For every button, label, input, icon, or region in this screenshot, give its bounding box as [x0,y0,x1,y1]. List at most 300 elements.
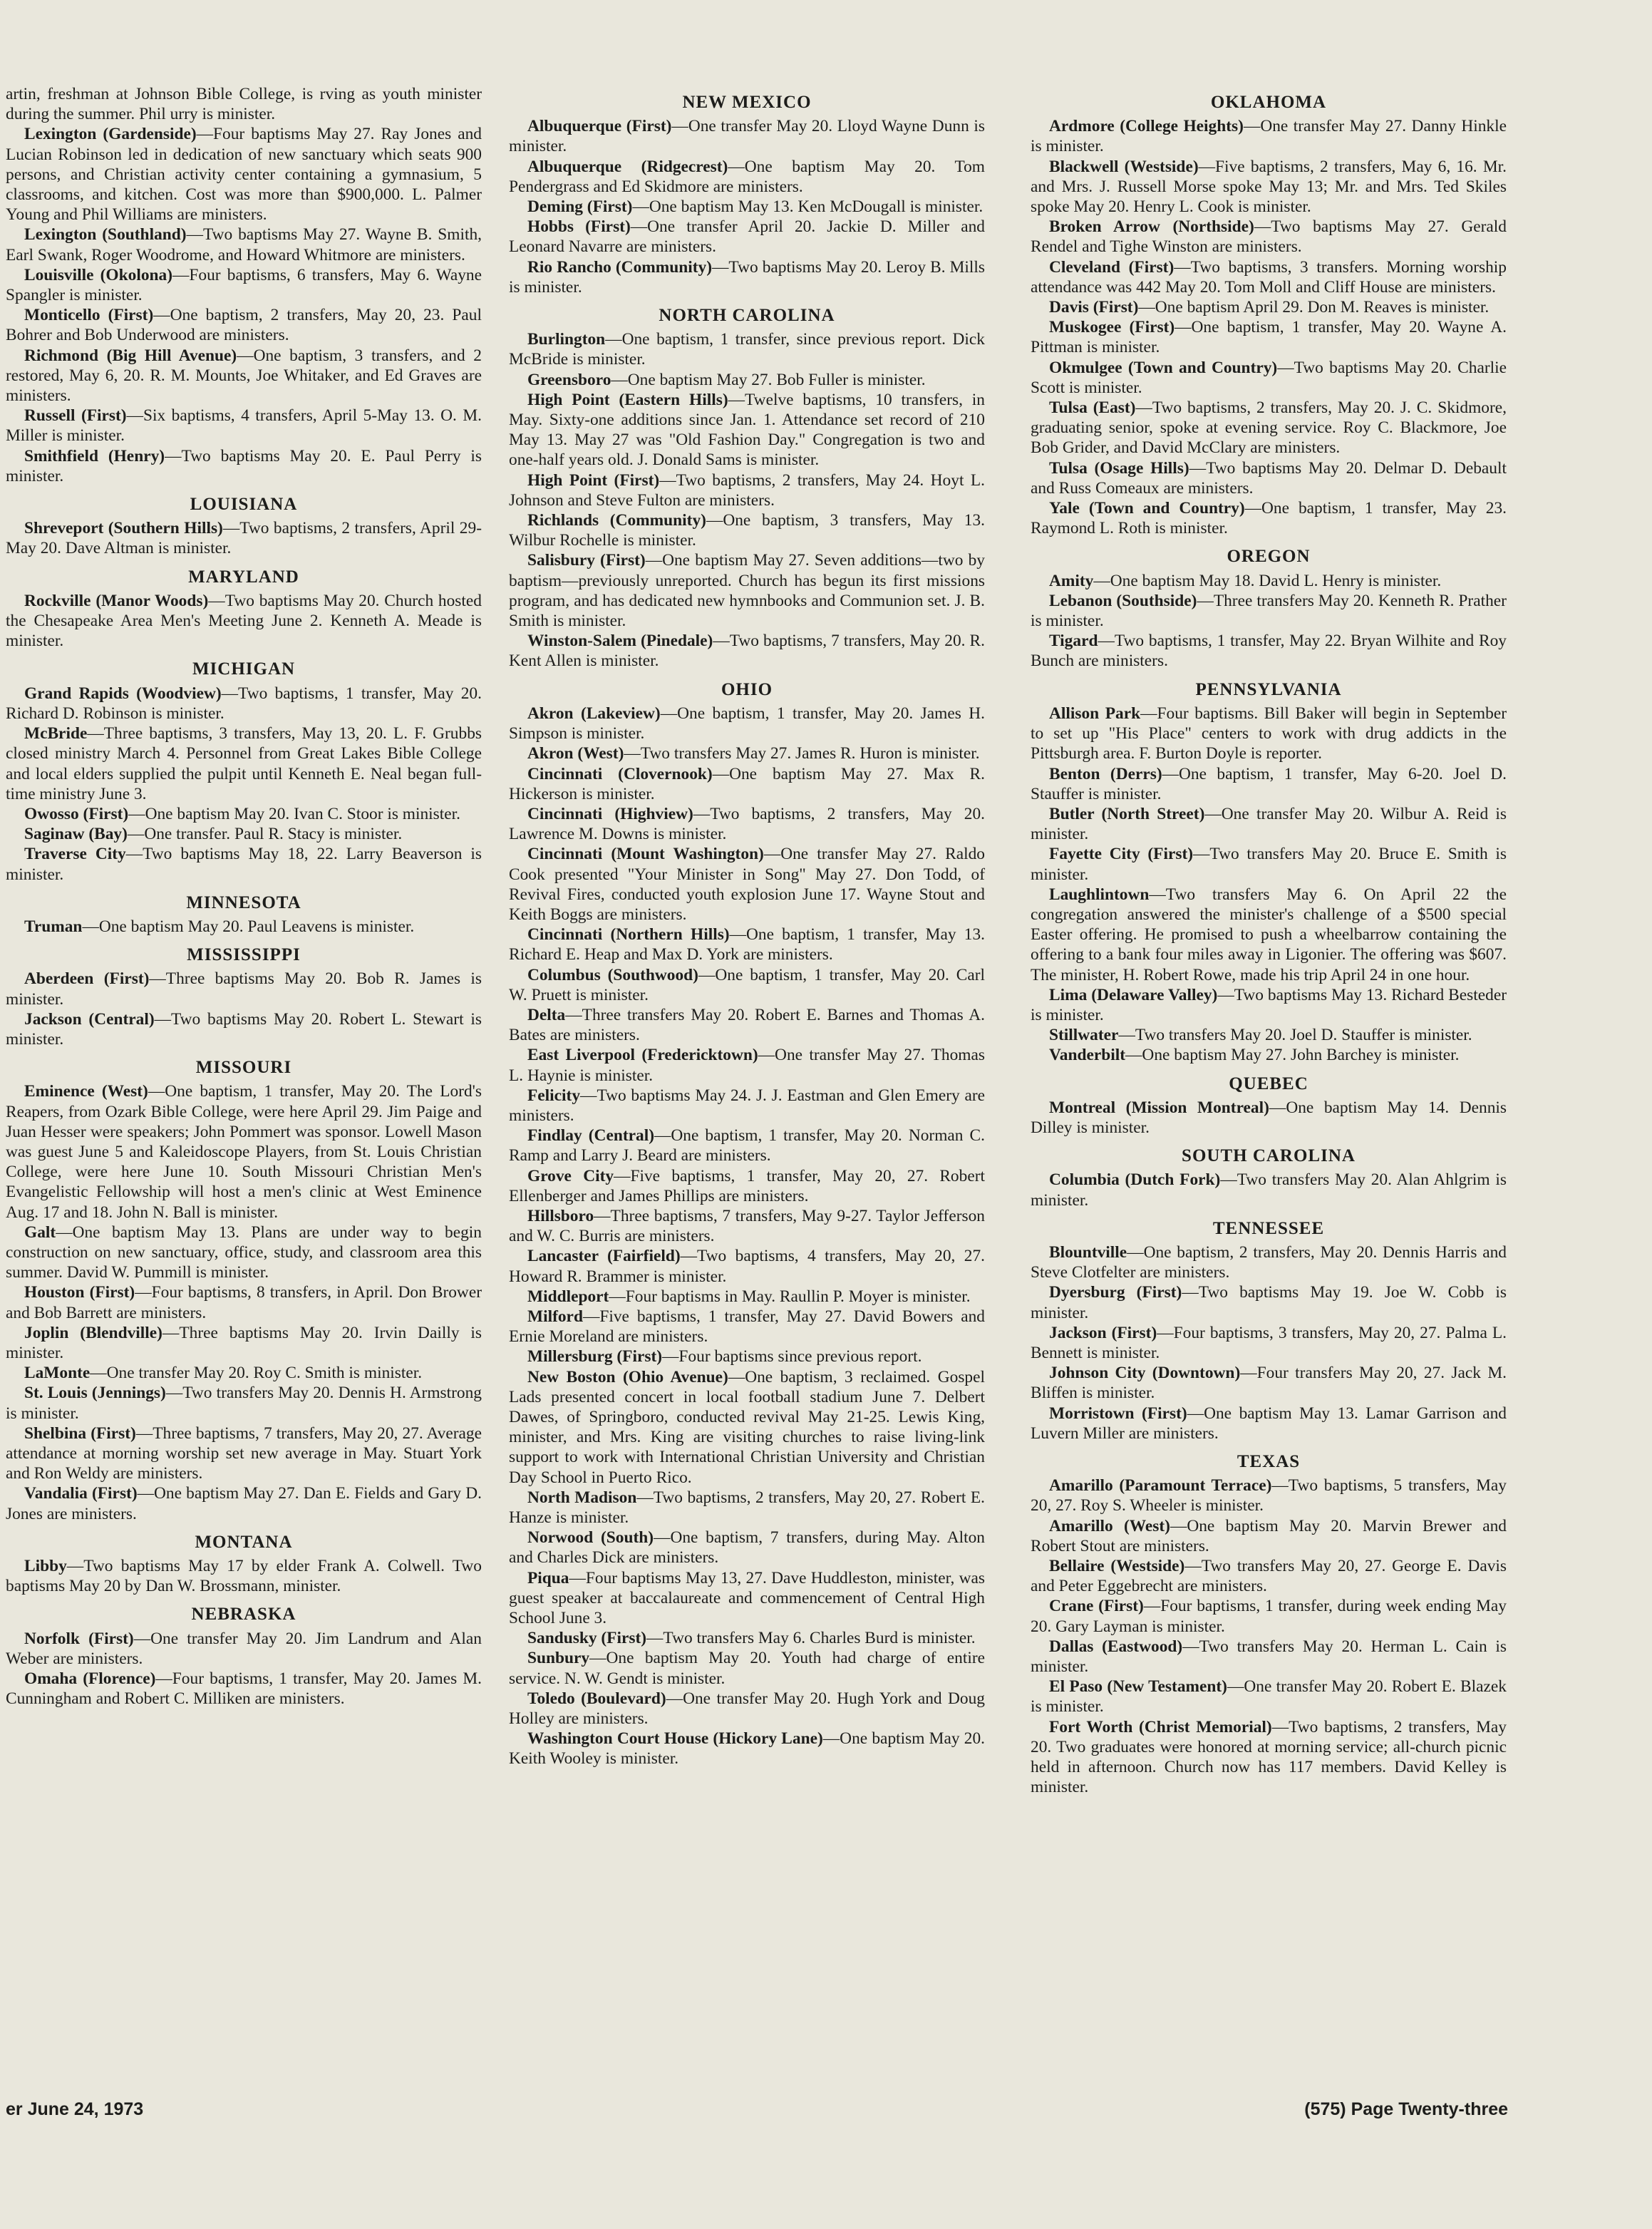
report-text: —One transfer. Paul R. Stacy is minister. [127,825,403,844]
report-text: —Two baptisms, 5 transfers, May 20, 27. Roy S. Wheeler is minister. [1031,1476,1507,1515]
state-heading: NEBRASKA [191,1605,296,1625]
report-text: —One baptism, 1 transfer, May 6-20. Joel D. Stauffer is minister. [1031,764,1507,803]
church-name: Delta [527,1005,566,1024]
report-text: —Five baptisms, 2 transfers, May 6, 16. Mr. and Mrs. J. Russell Morse spoke May 13; Mr. and Mrs. Ted Skiles spoke May 20. Henry L. Cook is minister. [1031,157,1507,217]
church-report-entry [1031,1476,1507,1515]
church-name: Tulsa (East) [1049,398,1136,418]
church-name: High Point (First) [527,470,660,490]
report-text: —One baptism, 1 transfer, May 13. Richard E. Heap and Max D. York are ministers. [509,925,985,964]
state-heading: MISSISSIPPI [187,945,301,965]
church-name: Butler (North Street) [1049,804,1205,823]
church-name: Johnson City (Downtown) [1049,1364,1241,1383]
column-right [1031,84,1507,1797]
report-text: —Two baptisms May 20. Delmar D. Debault and Russ Comeaux are ministers. [1031,458,1507,498]
church-name: Lancaster (Fairfield) [527,1247,681,1266]
report-text: —Two transfers May 6. On April 22 the congregation answered the minister's challenge of a $500 special Easter offering. He promised to push a wheelbarrow containing the offering to a bank four miles away in Ligonier. The offering was $607. The minister, H. Robert Rowe, made his trip April 24 in one hour. [1031,885,1507,984]
church-report-entry [509,257,985,297]
church-name: Fort Worth (Christ Memorial) [1049,1717,1272,1736]
report-text: —Two baptisms, 2 transfers, May 24. Hoyt L. Johnson and Steve Fulton are ministers. [509,470,986,510]
state-heading: MINNESOTA [186,892,301,912]
church-name: Owosso (First) [24,804,129,823]
church-report-entry [509,329,985,369]
church-name: Blountville [1049,1242,1127,1262]
report-text: —One baptism May 27. Max R. Hickerson is minister. [509,764,985,803]
report-text: —One baptism, 3 transfers, and 2 restored, May 6, 20. R. M. Mounts, Joe Whitaker, and Ed Graves are ministers. [6,346,482,406]
church-report-entry [1031,1282,1507,1322]
church-name: Vandalia (First) [24,1484,138,1503]
church-name: Dyersburg (First) [1049,1283,1182,1302]
church-name: Omaha (Florence) [24,1669,156,1689]
church-report-entry [509,844,985,925]
church-report-entry [1031,985,1507,1025]
report-text: —Four transfers May 20, 27. Jack M. Bliffen is minister. [1031,1364,1507,1403]
church-report-entry [1031,804,1507,844]
church-name: Tigard [1049,632,1098,651]
report-text: —Two transfers May 27. James R. Huron is minister. [624,744,980,763]
church-name: Sandusky (First) [527,1629,647,1648]
report-text: —Two baptisms, 1 transfer, May 22. Bryan Wilhite and Roy Bunch are ministers. [1031,632,1507,671]
church-report-entry [509,1287,985,1307]
state-heading: MISSOURI [195,1058,292,1078]
church-name: Cincinnati (Mount Washington) [527,845,764,864]
state-heading: PENNSYLVANIA [1195,679,1342,699]
report-text: —Four baptisms, 6 transfers, May 6. Wayne Spangler is minister. [6,265,482,305]
report-text: —Six baptisms, 4 transfers, April 5-May 13. O. M. Miller is minister. [6,406,482,446]
report-text: —One baptism, 1 transfer, May 20. Wayne A. Pittman is minister. [1031,318,1507,357]
church-name: St. Louis (Jennings) [24,1384,166,1403]
church-report-entry [1031,116,1507,156]
church-report-entry [509,470,985,510]
church-report-entry [509,370,985,390]
report-text: —Two baptisms May 20. E. Paul Perry is minister. [6,446,482,485]
report-text: —One baptism May 18. David L. Henry is minister. [1093,571,1442,590]
report-text: —One transfer April 20. Jackie D. Miller and Leonard Navarre are ministers. [509,217,986,257]
church-name: Toledo (Boulevard) [527,1689,666,1708]
report-text: —One baptism, 1 transfer, since previous report. Dick McBride is minister. [509,330,985,369]
report-text: —Three baptisms, 7 transfers, May 9-27. Taylor Jefferson and W. C. Burris are ministers. [509,1206,985,1246]
church-name: Amity [1049,571,1094,590]
report-text: —Four baptisms. Bill Baker will begin in September to set up "His Place" centers to work with drug addicts in the Pittsburgh area. F. Burton Doyle is reporter. [1031,704,1507,763]
church-report-entry [1031,498,1507,538]
state-heading: NORTH CAROLINA [659,306,835,326]
church-report-entry [509,1367,985,1488]
church-name: Benton (Derrs) [1049,764,1162,783]
report-text: —Two transfers May 20. Dennis H. Armstrong is minister. [6,1384,482,1423]
church-report-entry [509,1568,985,1629]
report-text: —Two baptisms May 27. Wayne B. Smith, Earl Swank, Roger Woodrome, and Howard Whitmore are ministers. [6,225,482,264]
report-text: —Four baptisms, 1 transfer, May 20. James M. Cunningham and Robert C. Milliken are ministers. [6,1669,482,1709]
church-name: Amarillo (Paramount Terrace) [1049,1476,1272,1496]
report-text: —Five baptisms, 1 transfer, May 20, 27. Robert Ellenberger and James Phillips are ministers. [509,1166,985,1205]
church-name: Cleveland (First) [1049,257,1175,277]
church-report-entry [509,1528,985,1567]
church-report-entry [6,446,482,486]
church-report-entry [6,1009,482,1049]
report-text: —Two transfers May 20. Bruce E. Smith is minister. [1031,845,1507,884]
church-report-entry [1031,257,1507,297]
church-name: Aberdeen (First) [24,969,150,989]
church-name: Lexington (Gardenside) [24,125,197,144]
state-heading: OKLAHOMA [1210,93,1327,112]
church-report-entry [1031,1516,1507,1556]
church-report-entry [1031,631,1507,671]
church-name: Shreveport (Southern Hills) [24,519,223,538]
church-name: Rockville (Manor Woods) [24,591,209,610]
report-text: —One baptism, 2 transfers, May 20. Dennis Harris and Steve Clotfelter are ministers. [1031,1242,1507,1282]
report-text: —One baptism May 13. Lamar Garrison and Luvern Miller are ministers. [1031,1404,1507,1443]
report-text: —Four baptisms, 8 transfers, in April. Don Brower and Bob Barrett are ministers. [6,1283,482,1322]
church-name: Morristown (First) [1049,1404,1187,1423]
church-report-entry [509,1689,985,1729]
report-text: —One baptism May 20. Paul Leavens is minister. [82,917,415,936]
church-report-entry [1031,1637,1507,1677]
footer-date: er June 24, 1973 [6,2099,144,2119]
church-name: Albuquerque (Ridgecrest) [527,157,728,176]
church-name: Jackson (Central) [24,1009,155,1029]
church-report-entry [509,1246,985,1286]
church-name: Cincinnati (Northern Hills) [527,925,730,944]
church-name: Cincinnati (Clovernook) [527,764,713,783]
report-text: —One baptism, 1 transfer, May 20. The Lord's Reapers, from Ozark Bible College, were here April 29. Jim Paige and Juan Hesser were speakers; John Pommert was sponsor. Lowell Mason was guest June 5 and Kaleidoscope Players, from St. Louis Christian College, were here June 10. South Missouri Christian Men's Evangelistic Fellowship will host a men's clinic at West Eminence Aug. 17 and 18. John N. Ball is minister. [6,1082,482,1222]
report-text: —One transfer May 27. Thomas L. Haynie is minister. [509,1046,985,1085]
report-text: —One baptism, 1 transfer, May 20. James H. Simpson is minister. [509,704,985,743]
state-heading: MICHIGAN [192,659,296,679]
footer-page-number: (575) Page Twenty-three [1304,2099,1508,2119]
church-name: Grand Rapids (Woodview) [24,684,222,703]
church-name: Salisbury (First) [527,551,646,570]
church-name: Norfolk (First) [24,1629,134,1648]
report-text: —Four baptisms since previous report. [662,1347,922,1366]
report-text: —Two baptisms May 13. Richard Besteder is minister. [1031,985,1507,1024]
church-name: Russell (First) [24,406,127,426]
church-report-entry [509,804,985,844]
church-report-entry [6,1222,482,1283]
church-name: Montreal (Mission Montreal) [1049,1098,1269,1117]
church-name: Eminence (West) [24,1082,148,1101]
report-text: —One transfer May 20. Roy C. Smith is minister. [90,1364,423,1383]
report-text: —Three baptisms, 3 transfers, May 13, 20. L. F. Grubbs closed ministry March 4. Personnel from Great Lakes Bible College and local elders supplied the pulpit until Kenneth E. Neal began full-time ministry June 3. [6,724,482,803]
church-name: Shelbina (First) [24,1424,136,1443]
church-name: Piqua [527,1568,569,1587]
church-report-entry [1031,398,1507,458]
report-text: —Two baptisms, 2 transfers, May 20, 27. Robert E. Hanze is minister. [509,1488,986,1528]
report-text: —Two baptisms May 19. Joe W. Cobb is minister. [1031,1283,1507,1322]
church-name: Akron (West) [527,744,624,763]
report-text: —Two baptisms, 2 transfers, May 20. Lawrence M. Downs is minister. [509,804,985,844]
church-name: Millersburg (First) [527,1347,663,1366]
church-report-entry [509,925,985,964]
church-report-entry [1031,1242,1507,1282]
report-text: —Two baptisms May 24. J. J. Eastman and Glen Emery are ministers. [509,1086,985,1125]
report-text: —One baptism, 1 transfer, May 20. Norman C. Ramp and Larry J. Beard are ministers. [509,1126,985,1165]
church-report-entry [509,704,985,743]
church-name: Truman [24,917,83,936]
report-text: —One transfer May 20. Hugh York and Doug Holley are ministers. [509,1689,985,1729]
report-text: —One baptism May 27. Dan E. Fields and Gary D. Jones are ministers. [6,1484,482,1523]
report-text: —One baptism May 13. Ken McDougall is minister. [632,197,984,217]
report-text: —Four baptisms, 3 transfers, May 20, 27. Palma L. Bennett is minister. [1031,1323,1507,1362]
report-text: —One transfer May 20. Jim Landrum and Alan Weber are ministers. [6,1629,482,1668]
church-report-entry [509,116,985,156]
church-name: Broken Arrow (Northside) [1049,217,1254,237]
church-report-entry [509,1729,985,1769]
church-report-entry [6,346,482,406]
report-text: —One baptism, 1 transfer, May 23. Raymond L. Roth is minister. [1031,499,1507,538]
church-report-entry [1031,157,1507,217]
church-report-entry [6,406,482,446]
church-name: Norwood (South) [527,1528,654,1548]
church-name: Cincinnati (Highview) [527,804,693,823]
report-text: —Two baptisms May 20. Robert L. Stewart is minister. [6,1009,482,1049]
state-heading: NEW MEXICO [682,93,812,112]
church-name: Dallas (Eastwood) [1049,1637,1183,1656]
church-report-entry [6,1669,482,1709]
church-report-entry [509,1347,985,1366]
church-report-entry [509,1045,985,1085]
church-name: Amarillo (West) [1049,1516,1170,1535]
church-name: Rio Rancho (Community) [527,257,713,277]
church-name: Columbus (Southwood) [527,965,698,984]
report-text: —Two baptisms, 1 transfer, May 20. Richard D. Robinson is minister. [6,684,482,723]
church-report-entry [509,1206,985,1246]
state-heading: MONTANA [195,1532,293,1552]
report-text: —Two transfers May 20. Herman L. Cain is minister. [1031,1637,1507,1677]
church-report-entry [1031,1596,1507,1636]
report-text: —Three baptisms May 20. Bob R. James is minister. [6,969,482,1009]
church-report-entry [509,1126,985,1165]
church-name: Richlands (Community) [527,511,706,530]
church-name: Hobbs (First) [527,217,631,237]
church-name: Davis (First) [1049,298,1139,317]
report-text: —Three transfers May 20. Kenneth R. Prather is minister. [1031,591,1507,631]
report-text: —One transfer May 27. Danny Hinkle is minister. [1031,117,1507,156]
report-text: —One baptism, 2 transfers, May 20, 23. Paul Bohrer and Bob Underwood are ministers. [6,306,482,345]
report-text: —One transfer May 20. Robert E. Blazek is minister. [1031,1677,1507,1716]
report-text: —Two baptisms May 17 by elder Frank A. Colwell. Two baptisms May 20 by Dan W. Brossmann, minister. [6,1557,482,1596]
state-heading: SOUTH CAROLINA [1182,1146,1356,1166]
church-name: Houston (First) [24,1283,135,1302]
church-report-entry [6,1424,482,1484]
church-report-entry [1031,1323,1507,1363]
church-name: McBride [24,724,88,743]
church-report-entry [1031,885,1507,985]
church-name: Lebanon (Southside) [1049,591,1197,610]
church-report-entry [6,1363,482,1383]
church-report-entry [1031,458,1507,498]
report-text: —Two transfers May 20, 27. George E. Davis and Peter Eggebrecht are ministers. [1031,1557,1507,1596]
state-heading: MARYLAND [188,567,299,587]
church-report-entry [6,225,482,264]
report-text: —Five baptisms, 1 transfer, May 27. David Bowers and Ernie Moreland are ministers. [509,1307,985,1347]
church-name: Burlington [527,330,606,349]
report-text: —One baptism May 27. Bob Fuller is minister. [611,370,926,389]
state-heading: QUEBEC [1229,1074,1308,1093]
church-name: Allison Park [1049,704,1141,723]
church-report-entry [509,965,985,1005]
church-name: Monticello (First) [24,306,154,325]
church-name: High Point (Eastern Hills) [527,390,728,409]
church-report-entry [509,510,985,550]
church-report-entry [1031,297,1507,317]
church-report-entry [509,157,985,197]
report-text: —Two baptisms May 18, 22. Larry Beaverson is minister. [6,845,482,884]
church-report-entry [509,550,985,631]
church-name: Washington Court House (Hickory Lane) [527,1729,823,1749]
report-text: —One baptism May 20. Youth had charge of entire service. N. W. Gendt is minister. [509,1649,985,1688]
church-name: Middleport [527,1287,609,1306]
church-name: Deming (First) [527,197,633,217]
church-report-entry [6,1629,482,1669]
church-name: Joplin (Blendville) [24,1323,162,1342]
report-text: —One baptism April 29. Don M. Reaves is minister. [1138,298,1490,317]
church-report-entry [6,124,482,225]
church-name: Richmond (Big Hill Avenue) [24,346,237,365]
church-name: Traverse City [24,845,126,864]
church-report-entry [6,1483,482,1523]
church-report-entry [509,1488,985,1528]
church-report-entry [1031,1025,1507,1045]
church-name: Hillsboro [527,1206,594,1225]
church-name: Ardmore (College Heights) [1049,117,1244,136]
church-report-entry [6,844,482,884]
report-text: —One baptism May 27. John Barchey is minister. [1125,1046,1460,1065]
church-report-entry [6,305,482,345]
report-text: —Two baptisms May 20. Charlie Scott is minister. [1031,358,1507,397]
church-name: Muskogee (First) [1049,318,1175,337]
church-report-entry [6,969,482,1009]
report-text: —Four baptisms in May. Raullin P. Moyer is minister. [609,1287,971,1306]
report-text: —Two baptisms, 7 transfers, May 20. R. Kent Allen is minister. [509,632,986,671]
church-name: Yale (Town and Country) [1049,499,1245,518]
report-text: —Two baptisms, 3 transfers. Morning worship attendance was 442 May 20. Tom Moll and Cliff House are ministers. [1031,257,1507,297]
church-report-entry [1031,217,1507,257]
church-report-entry [509,743,985,763]
church-name: Okmulgee (Town and Country) [1049,358,1278,377]
church-name: Lexington (Southland) [24,225,187,244]
state-heading: TEXAS [1237,1452,1301,1471]
church-report-entry [509,1648,985,1688]
church-name: Saginaw (Bay) [24,825,128,844]
church-report-entry [6,84,482,124]
church-report-entry [6,1556,482,1596]
church-report-entry [1031,317,1507,357]
report-text: —One baptism May 20. Tom Pendergrass and Ed Skidmore are ministers. [509,157,985,196]
report-text: —One baptism May 27. Seven additions—two by baptism—previously unreported. Church has begun its first missions program, and has dedicated new hymnbooks and Communion set. J. B. Smith is minister. [509,551,985,631]
church-name: North Madison [527,1488,637,1507]
report-text: —Two baptisms, 2 transfers, April 29-May 20. Dave Altman is minister. [6,519,482,558]
church-report-entry [509,764,985,804]
church-report-entry [6,1282,482,1322]
church-report-entry [1031,1363,1507,1403]
column-middle [509,84,985,1769]
church-name: El Paso (New Testament) [1049,1677,1227,1697]
church-report-entry [1031,844,1507,884]
report-text: —Two transfers May 6. Charles Burd is minister. [646,1629,976,1648]
church-name: Blackwell (Westside) [1049,157,1199,176]
report-text: —One baptism, 3 transfers, May 13. Wilbur Rochelle is minister. [509,511,985,550]
church-report-entry [6,1383,482,1423]
church-name: Findlay (Central) [527,1126,654,1146]
church-report-entry [509,1086,985,1126]
church-report-entry [6,824,482,844]
report-text: —Two baptisms May 20. Church hosted the Chesapeake Area Men's Meeting June 2. Kenneth A. Meade is minister. [6,591,482,651]
column-left [6,84,482,1709]
church-report-entry [1031,1556,1507,1596]
report-text: —One transfer May 20. Wilbur A. Reid is minister. [1031,804,1507,844]
report-text: —Two baptisms, 2 transfers, May 20. J. C. Skidmore, graduating senior, spoke at evening service. Roy C. Blackmore, Joe Bob Grider, and David McClary are ministers. [1031,398,1507,458]
church-name: Libby [24,1557,67,1576]
church-name: Smithfield (Henry) [24,446,165,465]
church-name: Columbia (Dutch Fork) [1049,1170,1221,1190]
church-report-entry [1031,1170,1507,1210]
report-text: —Four baptisms, 1 transfer, during week ending May 20. Gary Layman is minister. [1031,1597,1507,1636]
church-report-entry [6,724,482,804]
church-report-entry [1031,704,1507,764]
church-name: New Boston (Ohio Avenue) [527,1367,728,1386]
report-text: —One transfer May 27. Raldo Cook presented "Your Minister in Song" May 27. Don Todd, of Revival Fires, conducted youth explosion June 17. Wayne Stout and Keith Boggs are ministers. [509,845,985,924]
report-text: artin, freshman at Johnson Bible College, is rving as youth minister during the summer. Phil urry is minister. [6,85,482,124]
church-name: Tulsa (Osage Hills) [1049,458,1189,478]
report-text: —One baptism, 7 transfers, during May. Alton and Charles Dick are ministers. [509,1528,985,1567]
report-text: —Two baptisms, 4 transfers, May 20, 27. Howard R. Brammer is minister. [509,1247,985,1286]
church-name: Greensboro [527,370,611,389]
report-text: —One baptism May 13. Plans are under way to begin construction on new sanctuary, office, study, and classroom area this summer. David W. Pummill is minister. [6,1222,482,1282]
church-name: Akron (Lakeview) [527,704,661,723]
report-text: —Two transfers May 20. Joel D. Stauffer is minister. [1118,1026,1472,1045]
church-report-entry [6,917,482,937]
church-report-entry [1031,591,1507,631]
report-text: —Two baptisms, 2 transfers, May 20. Two graduates were honored at morning service; all-church picnic held in afternoon. Church now has 117 members. David Kelley is minister. [1031,1717,1507,1797]
church-name: Milford [527,1307,583,1326]
church-report-entry [6,1323,482,1363]
church-name: Stillwater [1049,1026,1119,1045]
church-name: Laughlintown [1049,885,1150,904]
report-text: —Four baptisms May 27. Ray Jones and Lucian Robinson led in dedication of new sanctuary which seats 900 persons, and Christian activity center containing a gymnasium, 5 classrooms, and kitchen. Cost was more than $900,000. L. Palmer Young and Phil Williams are ministers. [6,125,482,225]
church-report-entry [1031,358,1507,398]
church-name: Crane (First) [1049,1597,1144,1616]
church-name: Bellaire (Westside) [1049,1557,1185,1576]
report-text: —One baptism May 20. Ivan C. Stoor is minister. [128,804,461,823]
church-report-entry [1031,764,1507,804]
report-text: —Two baptisms May 27. Gerald Rendel and Tighe Winston are ministers. [1031,217,1507,257]
report-text: —Twelve baptisms, 10 transfers, in May. Sixty-one additions since Jan. 1. Attendance set record of 210 May 13. May 27 was "Old Fashion Day." Congregation is two and one-half years old. J. Donald Sams is minister. [509,390,986,470]
church-name: Felicity [527,1086,581,1105]
church-report-entry [1031,1098,1507,1138]
church-report-entry [6,804,482,824]
church-name: Grove City [527,1166,614,1185]
report-text: —One baptism May 14. Dennis Dilley is minister. [1031,1098,1507,1137]
state-heading: OREGON [1227,547,1311,567]
church-name: Sunbury [527,1649,590,1668]
report-text: —Two baptisms May 20. Leroy B. Mills is minister. [509,257,985,297]
church-name: Galt [24,1222,56,1242]
church-report-entry [509,1166,985,1206]
church-report-entry [509,217,985,257]
report-text: —Three transfers May 20. Robert E. Barnes and Thomas A. Bates are ministers. [509,1005,985,1045]
report-text: —One baptism May 20. Keith Wooley is minister. [509,1729,985,1769]
church-report-entry [509,1307,985,1347]
church-report-entry [1031,1677,1507,1716]
church-report-entry [509,1005,985,1045]
state-heading: LOUISIANA [190,495,298,515]
church-name: Albuquerque (First) [527,117,672,136]
report-text: —One baptism May 20. Marvin Brewer and Robert Stout are ministers. [1031,1516,1507,1555]
report-text: —One baptism, 3 reclaimed. Gospel Lads presented concert in local football stadium June 7. Delbert Dawes, of Springboro, conducted revival May 21-25. Lewis King, minister, and Mrs. King are visiting churches to raise living-link support to work with International Christian University and Christian Day School in Puerto Rico. [509,1367,985,1487]
state-heading: TENNESSEE [1212,1218,1325,1238]
church-name: East Liverpool (Fredericktown) [527,1046,758,1065]
church-report-entry [6,591,482,652]
church-name: Lima (Delaware Valley) [1049,985,1218,1004]
